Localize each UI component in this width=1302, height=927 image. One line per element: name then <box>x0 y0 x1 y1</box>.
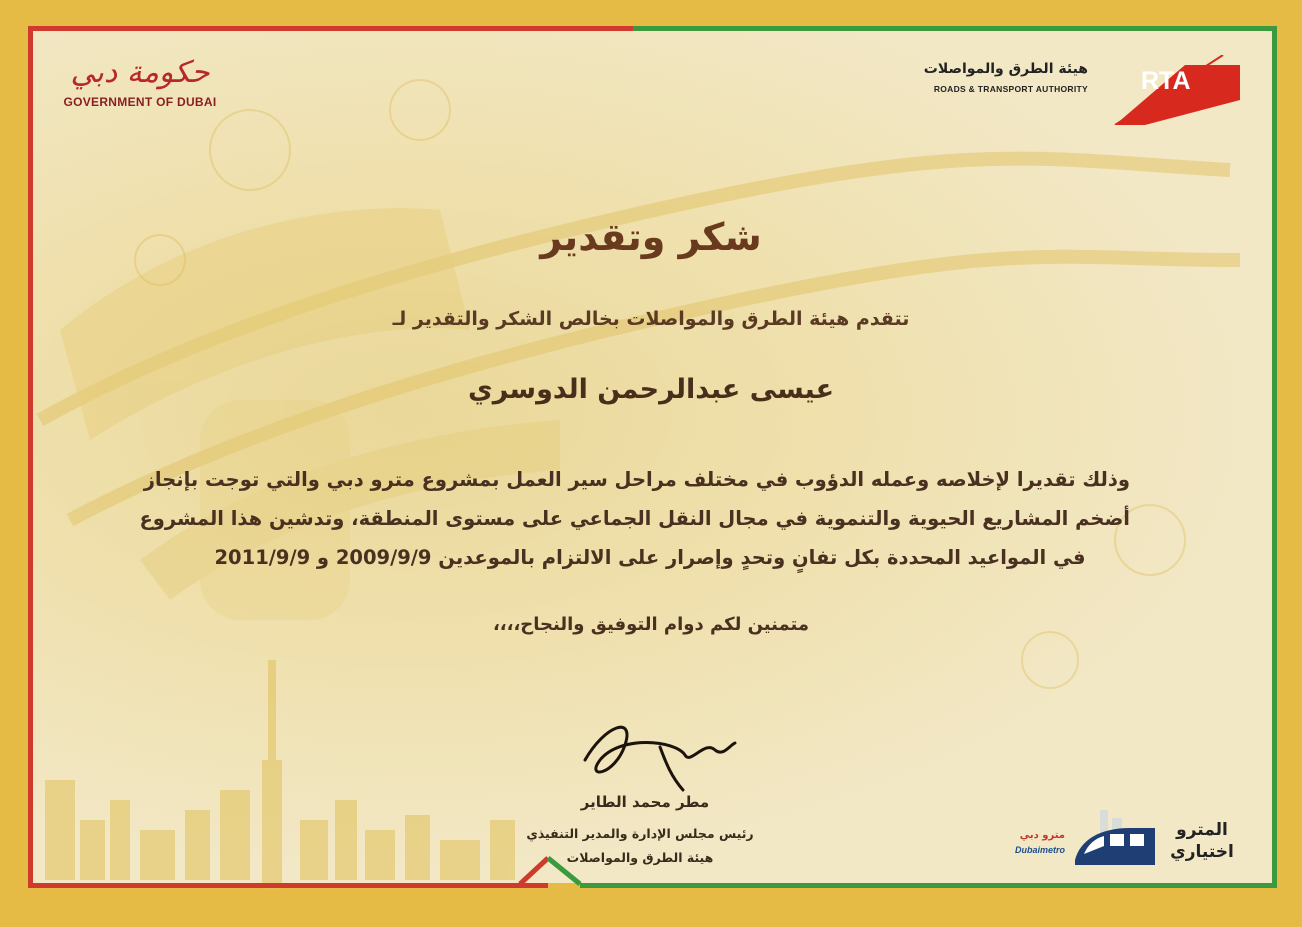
border-top-red <box>33 26 633 31</box>
border-top-green <box>633 26 1272 31</box>
government-of-dubai-logo <box>55 55 225 109</box>
rta-name-english: ROADS & TRANSPORT AUTHORITY <box>933 84 1088 94</box>
metro-train-icon <box>1070 810 1160 870</box>
body-line: أضخم المشاريع الحيوية والتنموية في مجال النقل الجماعي على مستوى المنطقة، وتدشين هذا المشروع <box>139 507 1130 530</box>
border-right-green <box>1272 26 1277 884</box>
gov-logo-arabic: حكومة دبي <box>70 55 210 90</box>
gov-logo-english: GOVERNMENT OF DUBAI <box>63 95 217 109</box>
certificate-intro: تتقدم هيئة الطرق والمواصلات بخالص الشكر والتقدير لـ <box>392 308 910 330</box>
border-bottom-red <box>28 883 548 888</box>
border-bottom-green <box>580 883 1277 888</box>
closing-wishes: متمنين لكم دوام التوفيق والنجاح،،،، <box>492 614 810 635</box>
certificate-body <box>139 460 1130 577</box>
metro-small-arabic: مترو دبي <box>1019 830 1065 841</box>
rta-name-arabic: هيئة الطرق والمواصلات <box>923 61 1088 77</box>
body-line: وذلك تقديرا لإخلاصه وعمله الدؤوب في مختلف مراحل سير العمل بمشروع مترو دبي والتي توجت بإنجاز <box>143 468 1130 491</box>
certificate-title: شكر وتقدير <box>540 215 762 259</box>
metro-small-english: Dubaimetro <box>1014 845 1065 855</box>
signatory-organization: هيئة الطرق والمواصلات <box>566 850 714 865</box>
body-line: في المواعيد المحددة بكل تفانٍ وتحدٍ وإصرار على الالتزام بالموعدين 2009/9/9 و 2011/9/9 <box>214 546 1086 569</box>
rta-mark-text: RTA <box>1141 67 1191 95</box>
rta-logo <box>870 55 1240 130</box>
handwritten-signature <box>565 705 765 795</box>
metro-slogan-line1: المترو <box>1176 820 1228 840</box>
signatory-role: رئيس مجلس الإدارة والمدير التنفيذي <box>526 826 754 841</box>
metro-slogan-line2: اختياري <box>1170 842 1234 862</box>
signatory-name: مطر محمد الطاير <box>580 793 710 811</box>
recipient-name: عيسى عبدالرحمن الدوسري <box>467 374 835 405</box>
border-left-red <box>28 26 33 884</box>
dubai-metro-logo <box>980 800 1250 875</box>
